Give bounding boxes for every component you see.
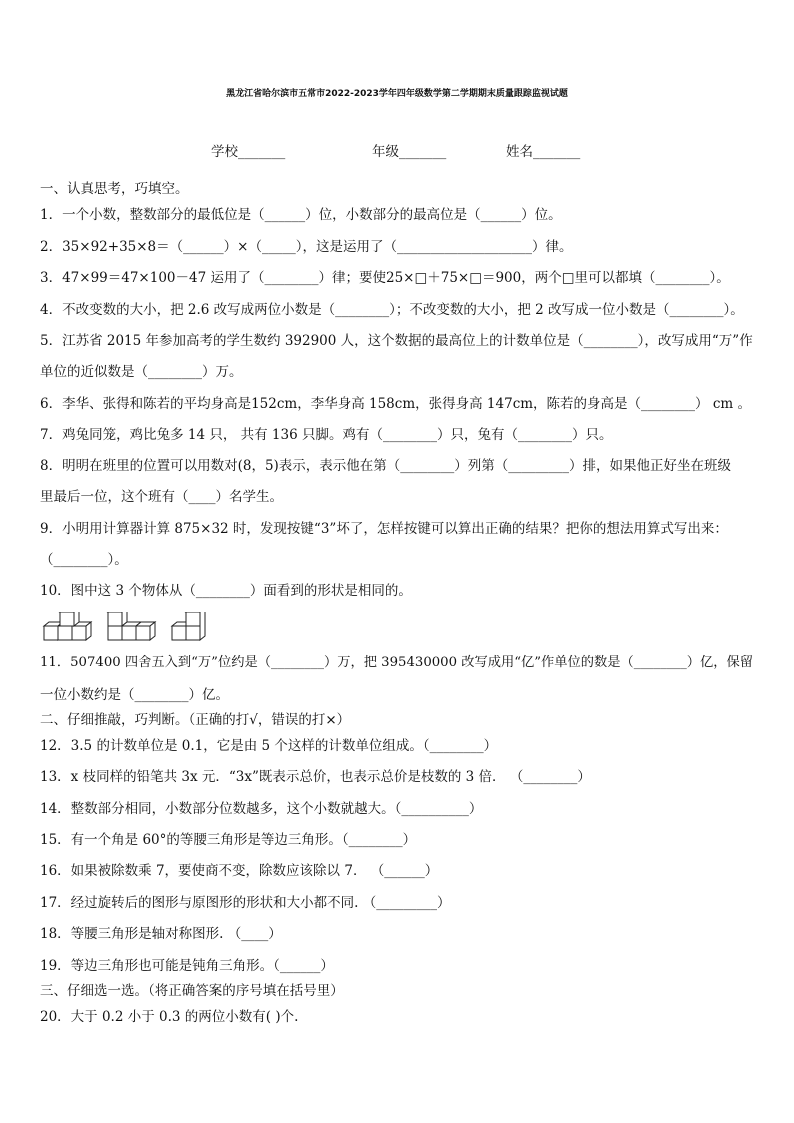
grade-field: 年级_______ xyxy=(372,144,447,160)
question-11-line-1: 11．507400 四舍五入到“万”位约是（________）万，把 395430000 改写成用“亿”作单位的数是（________）亿，保留 xyxy=(40,655,754,670)
question-5-line-1: 5．江苏省 2015 年参加高考的学生数约 392900 人，这个数据的最高位上的计数单位是（________），改写成用“万”作 xyxy=(40,333,753,349)
question-1: 1．一个小数，整数部分的最低位是（______）位，小数部分的最高位是（______）位。 xyxy=(40,207,562,223)
question-5-line-2: 单位的近似数是（________）万。 xyxy=(40,364,243,380)
question-15: 15．有一个角是 60°的等腰三角形是等边三角形。（________） xyxy=(40,832,417,848)
question-19: 19．等边三角形也可能是钝角三角形。（______） xyxy=(40,958,334,974)
question-9-line-2: （________）。 xyxy=(40,552,128,568)
question-6: 6．李华、张得和陈若的平均身高是152cm，李华身高 158cm，张得身高 147cm，陈若的身高是（________） cm 。 xyxy=(40,396,752,412)
question-14: 14．整数部分相同，小数部分位数越多，这个小数就越大。（__________） xyxy=(40,801,483,817)
school-field: 学校_______ xyxy=(211,144,286,160)
question-18: 18．等腰三角形是轴对称图形. （____） xyxy=(40,926,282,942)
question-3: 3．47×99＝47×100－47 运用了（________）律；要使25×□＋75×□＝900，两个□里可以都填（________）。 xyxy=(40,270,730,286)
question-12: 12．3.5 的计数单位是 0.1，它是由 5 个这样的计数单位组成。（________） xyxy=(40,738,498,754)
question-4: 4．不改变数的大小，把 2.6 改写成两位小数是（________）；不改变数的大小，把 2 改写成一位小数是（________）。 xyxy=(40,302,744,318)
question-10: 10．图中这 3 个物体从（________）面看到的形状是相同的。 xyxy=(40,583,412,599)
question-17: 17．经过旋转后的图形与原图形的形状和大小都不同. （_________） xyxy=(40,895,451,911)
section-heading-judge: 二、仔细推敲，巧判断。（正确的打√，错误的打×） xyxy=(40,712,351,728)
question-20: 20．大于 0.2 小于 0.3 的两位小数有( )个. xyxy=(40,1009,299,1025)
question-2: 2．35×92+35×8＝（______）×（_____），这是运用了（____________________）律。 xyxy=(40,239,573,255)
question-8-line-1: 8．明明在班里的位置可以用数对(8，5)表示，表示他在第（________）列第（_________）排，如果他正好坐在班级 xyxy=(40,458,732,474)
cube-figure-1 xyxy=(44,612,91,640)
question-11-line-2: 一位小数约是（________）亿。 xyxy=(40,687,229,703)
cube-stack-figures-icon xyxy=(42,612,212,646)
question-16: 16．如果被除数乘 7，要使商不变，除数应该除以 7． （______） xyxy=(40,863,439,879)
cube-figure-3 xyxy=(172,612,205,640)
section-heading-choose: 三、仔细选一选。（将正确答案的序号填在括号里） xyxy=(40,983,344,999)
section-heading-fill-blank: 一、认真思考，巧填空。 xyxy=(40,181,189,197)
question-9-line-1: 9．小明用计算器计算 875×32 时，发现按键“3”坏了，怎样按键可以算出正确的结果？把你的想法用算式写出来： xyxy=(40,521,728,537)
page-title: 黑龙江省哈尔滨市五常市2022-2023学年四年级数学第二学期期末质量跟踪监视试题 xyxy=(226,89,568,99)
cube-figure-2 xyxy=(108,612,155,640)
name-field: 姓名_______ xyxy=(506,144,581,160)
question-8-line-2: 里最后一位，这个班有（____）名学生。 xyxy=(40,489,283,505)
question-13: 13．x 枝同样的铅笔共 3x 元．“3x”既表示总价，也表示总价是枝数的 3 倍． （________） xyxy=(40,769,591,785)
question-7: 7．鸡兔同笼，鸡比兔多 14 只， 共有 136 只脚。鸡有（________）只，兔有（________）只。 xyxy=(40,427,613,443)
